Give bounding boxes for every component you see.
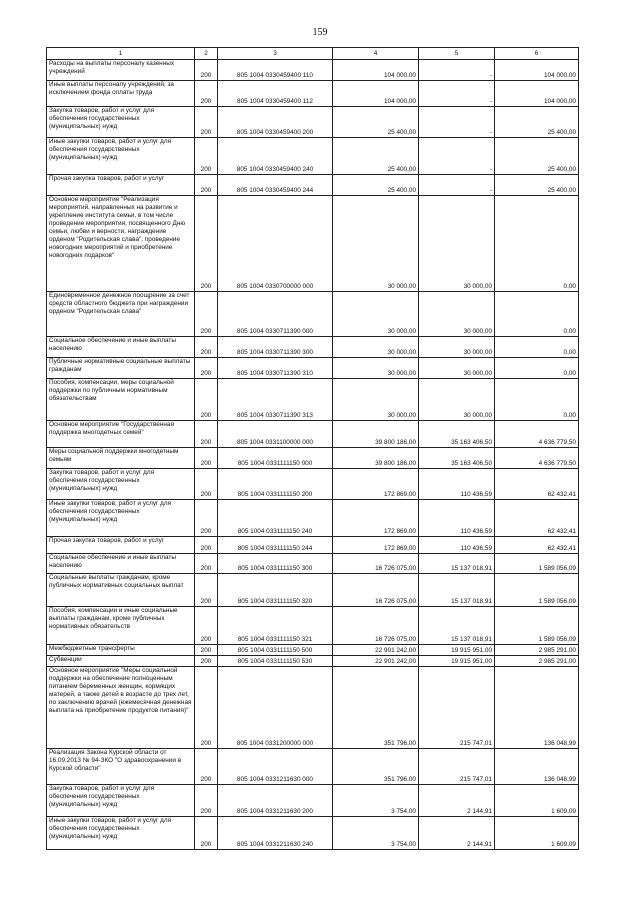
- row-value-5-cell: 15 137 018,91: [419, 607, 495, 645]
- row-col2-cell: 200: [195, 645, 218, 656]
- row-name-cell: Меры социальной поддержки многодетным семьям: [47, 448, 195, 469]
- row-value-6-cell: 1 609,09: [495, 817, 579, 850]
- budget-table: [46, 47, 579, 850]
- row-value-6-cell: 104 000,00: [495, 81, 579, 107]
- row-col2-cell: 200: [195, 358, 218, 379]
- row-value-6-cell: 0,00: [495, 196, 579, 292]
- row-name-cell: Реализация Закона Курской области от 16.09.2013 № 94-ЗКО "О здравоохранении в Курской области": [47, 749, 195, 785]
- row-col2-cell: 200: [195, 554, 218, 574]
- row-value-6-cell: 0,00: [495, 337, 579, 358]
- row-name-cell: Межбюджетные трансферты: [47, 645, 195, 656]
- row-value-6-cell: 25 400,00: [495, 107, 579, 138]
- row-name-cell: Закупка товаров, работ и услуг для обеспечения государственных (муниципальных) нужд: [47, 785, 195, 817]
- row-value-5-cell: -: [419, 81, 495, 107]
- row-value-4-cell: 25 400,00: [333, 138, 419, 175]
- table-row: [47, 60, 579, 81]
- row-code-cell: 805 1004 0330700000 000: [218, 196, 333, 292]
- table-row: [47, 607, 579, 645]
- row-col2-cell: 200: [195, 138, 218, 175]
- row-code-cell: 805 1004 0330459400 110: [218, 60, 333, 81]
- row-code-cell: 805 1004 0330711390 310: [218, 358, 333, 379]
- row-name-cell: Основное мероприятие "Реализация мероприятий, направленных на развитие и укрепление института семьи, в том числе проведение мероприятия, посвященного Дню семьи, любви и верности, награждение орденом "Родительская слава", проведение новогодних мероприятий и приобретение новогодних подарков": [47, 196, 195, 292]
- row-col2-cell: 200: [195, 607, 218, 645]
- table-row: [47, 379, 579, 421]
- row-value-6-cell: 62 432,41: [495, 500, 579, 537]
- row-value-4-cell: 25 400,00: [333, 175, 419, 196]
- row-name-cell: Социальное обеспечение и иные выплаты населению: [47, 337, 195, 358]
- row-value-4-cell: 3 754,00: [333, 817, 419, 850]
- row-value-5-cell: 30 000,00: [419, 292, 495, 337]
- row-col2-cell: 200: [195, 107, 218, 138]
- row-col2-cell: 200: [195, 656, 218, 667]
- row-value-6-cell: 25 400,00: [495, 138, 579, 175]
- header-row: [47, 48, 579, 60]
- row-value-5-cell: 215 747,01: [419, 749, 495, 785]
- column-header-4: 4: [333, 48, 419, 60]
- row-col2-cell: 200: [195, 292, 218, 337]
- table-row: [47, 785, 579, 817]
- row-code-cell: 805 1004 0330459400 112: [218, 81, 333, 107]
- row-name-cell: Закупка товаров, работ и услуг для обеспечения государственных (муниципальных) нужд: [47, 107, 195, 138]
- row-name-cell: Иные закупки товаров, работ и услуг для обеспечения государственных (муниципальных) нужд: [47, 138, 195, 175]
- row-name-cell: Публичные нормативные социальные выплаты гражданам: [47, 358, 195, 379]
- row-value-4-cell: 3 754,00: [333, 785, 419, 817]
- row-col2-cell: 200: [195, 337, 218, 358]
- row-value-6-cell: 0,00: [495, 358, 579, 379]
- row-value-6-cell: 62 432,41: [495, 537, 579, 554]
- row-name-cell: Прочая закупка товаров, работ и услуг: [47, 537, 195, 554]
- row-code-cell: 805 1004 0331111150 200: [218, 469, 333, 500]
- row-value-4-cell: 30 000,00: [333, 358, 419, 379]
- row-name-cell: Иные закупки товаров, работ и услуг для обеспечения государственных (муниципальных) нужд: [47, 500, 195, 537]
- row-value-5-cell: 30 000,00: [419, 358, 495, 379]
- row-value-4-cell: 30 000,00: [333, 337, 419, 358]
- row-value-6-cell: 2 985 291,00: [495, 656, 579, 667]
- table-row: [47, 645, 579, 656]
- row-value-5-cell: 15 137 018,91: [419, 574, 495, 607]
- row-value-4-cell: 172 869,00: [333, 469, 419, 500]
- row-value-4-cell: 22 901 242,00: [333, 645, 419, 656]
- row-name-cell: Основное мероприятие "Государственная поддержка многодетных семей": [47, 421, 195, 448]
- row-col2-cell: 200: [195, 81, 218, 107]
- row-value-6-cell: 1 589 056,09: [495, 554, 579, 574]
- row-code-cell: 805 1004 0331111150 244: [218, 537, 333, 554]
- row-col2-cell: 200: [195, 500, 218, 537]
- row-value-4-cell: 351 796,00: [333, 667, 419, 749]
- row-name-cell: Иные выплаты персоналу учреждений, за исключением фонда оплаты труда: [47, 81, 195, 107]
- column-header-1: 1: [47, 48, 195, 60]
- row-col2-cell: 200: [195, 785, 218, 817]
- row-name-cell: Социальное обеспечение и иные выплаты населению: [47, 554, 195, 574]
- row-value-4-cell: 22 901 242,00: [333, 656, 419, 667]
- table-row: [47, 138, 579, 175]
- table-row: [47, 667, 579, 749]
- row-code-cell: 805 1004 0331111150 530: [218, 656, 333, 667]
- row-value-5-cell: -: [419, 175, 495, 196]
- row-value-4-cell: 16 726 075,00: [333, 554, 419, 574]
- row-col2-cell: 200: [195, 749, 218, 785]
- row-name-cell: Основное мероприятие "Меры социальной поддержки на обеспечение полноценным питанием беременных женщин, кормящих матерей, а также детей в возрасте до трех лет, по заключению врачей (ежемесячная денежная выплата на приобретение продуктов питания)": [47, 667, 195, 749]
- table-row: [47, 817, 579, 850]
- row-code-cell: 805 1004 0331111150 000: [218, 448, 333, 469]
- row-value-4-cell: 30 000,00: [333, 196, 419, 292]
- row-code-cell: 805 1004 0330459400 200: [218, 107, 333, 138]
- column-header-6: 6: [495, 48, 579, 60]
- row-value-6-cell: 104 000,00: [495, 60, 579, 81]
- row-value-4-cell: 16 726 075,00: [333, 574, 419, 607]
- row-code-cell: 805 1004 0330711390 300: [218, 337, 333, 358]
- row-value-5-cell: 30 000,00: [419, 379, 495, 421]
- row-code-cell: 805 1004 0331111150 240: [218, 500, 333, 537]
- row-code-cell: 805 1004 0331111150 500: [218, 645, 333, 656]
- row-name-cell: Иные закупки товаров, работ и услуг для обеспечения государственных (муниципальных) нужд: [47, 817, 195, 850]
- row-col2-cell: 200: [195, 175, 218, 196]
- row-code-cell: 805 1004 0331211630 200: [218, 785, 333, 817]
- row-name-cell: Закупка товаров, работ и услуг для обеспечения государственных (муниципальных) нужд: [47, 469, 195, 500]
- row-value-5-cell: 110 436,59: [419, 537, 495, 554]
- row-col2-cell: 200: [195, 196, 218, 292]
- table-row: [47, 469, 579, 500]
- row-code-cell: 805 1004 0331200000 000: [218, 667, 333, 749]
- table-row: [47, 554, 579, 574]
- row-value-6-cell: 2 985 291,00: [495, 645, 579, 656]
- table-row: [47, 421, 579, 448]
- row-code-cell: 805 1004 0331211630 000: [218, 749, 333, 785]
- table-row: [47, 500, 579, 537]
- column-header-3: 3: [218, 48, 333, 60]
- table-row: [47, 537, 579, 554]
- row-col2-cell: 200: [195, 667, 218, 749]
- row-code-cell: 805 1004 0330459400 244: [218, 175, 333, 196]
- row-col2-cell: 200: [195, 448, 218, 469]
- row-code-cell: 805 1004 0331100000 000: [218, 421, 333, 448]
- table-row: [47, 107, 579, 138]
- row-value-6-cell: 25 400,00: [495, 175, 579, 196]
- row-code-cell: 805 1004 0331111150 321: [218, 607, 333, 645]
- row-value-4-cell: 104 000,00: [333, 81, 419, 107]
- row-value-6-cell: 62 432,41: [495, 469, 579, 500]
- row-code-cell: 805 1004 0330711390 000: [218, 292, 333, 337]
- table-row: [47, 448, 579, 469]
- page-number: 159: [312, 27, 328, 38]
- row-name-cell: Субвенции: [47, 656, 195, 667]
- row-value-5-cell: 35 163 406,50: [419, 448, 495, 469]
- row-value-6-cell: 136 048,99: [495, 667, 579, 749]
- table-row: [47, 292, 579, 337]
- row-value-5-cell: 110 436,59: [419, 500, 495, 537]
- row-value-5-cell: 19 915 951,00: [419, 645, 495, 656]
- row-value-6-cell: 136 048,99: [495, 749, 579, 785]
- row-value-5-cell: 15 137 018,91: [419, 554, 495, 574]
- row-col2-cell: 200: [195, 469, 218, 500]
- row-value-5-cell: 30 000,00: [419, 196, 495, 292]
- row-value-5-cell: 35 163 406,50: [419, 421, 495, 448]
- row-col2-cell: 200: [195, 421, 218, 448]
- row-code-cell: 805 1004 0330459400 240: [218, 138, 333, 175]
- row-name-cell: Прочая закупка товаров, работ и услуг: [47, 175, 195, 196]
- row-value-6-cell: 1 609,09: [495, 785, 579, 817]
- row-value-4-cell: 30 000,00: [333, 292, 419, 337]
- row-value-6-cell: 1 589 056,09: [495, 574, 579, 607]
- row-value-5-cell: -: [419, 107, 495, 138]
- row-value-6-cell: 0,00: [495, 379, 579, 421]
- row-col2-cell: 200: [195, 537, 218, 554]
- row-value-4-cell: 172 869,00: [333, 500, 419, 537]
- row-value-4-cell: 39 800 186,00: [333, 448, 419, 469]
- row-value-4-cell: 104 000,00: [333, 60, 419, 81]
- row-name-cell: Расходы на выплаты персоналу казенных учреждений: [47, 60, 195, 81]
- row-value-5-cell: 215 747,01: [419, 667, 495, 749]
- table-row: [47, 81, 579, 107]
- row-code-cell: 805 1004 0331111150 320: [218, 574, 333, 607]
- row-name-cell: Пособия, компенсации и иные социальные выплаты гражданам, кроме публичных нормативных обязательств: [47, 607, 195, 645]
- row-col2-cell: 200: [195, 60, 218, 81]
- table-row: [47, 175, 579, 196]
- row-code-cell: 805 1004 0331111150 300: [218, 554, 333, 574]
- row-value-5-cell: 30 000,00: [419, 337, 495, 358]
- column-header-2: 2: [195, 48, 218, 60]
- row-value-4-cell: 30 000,00: [333, 379, 419, 421]
- row-value-4-cell: 172 869,00: [333, 537, 419, 554]
- row-value-5-cell: 2 144,91: [419, 817, 495, 850]
- row-value-4-cell: 351 796,00: [333, 749, 419, 785]
- table-row: [47, 337, 579, 358]
- row-value-4-cell: 39 800 186,00: [333, 421, 419, 448]
- row-value-5-cell: -: [419, 138, 495, 175]
- row-value-5-cell: -: [419, 60, 495, 81]
- row-value-6-cell: 4 636 779,50: [495, 421, 579, 448]
- row-name-cell: Пособия, компенсации, меры социальной поддержки по публичным нормативным обязательствам: [47, 379, 195, 421]
- column-header-5: 5: [419, 48, 495, 60]
- table-row: [47, 749, 579, 785]
- row-name-cell: Единовременное денежное поощрение за счет средств областного бюджета при награждении орденом "Родительская слава": [47, 292, 195, 337]
- row-col2-cell: 200: [195, 817, 218, 850]
- row-code-cell: 805 1004 0331211630 240: [218, 817, 333, 850]
- row-value-5-cell: 19 915 951,00: [419, 656, 495, 667]
- row-value-6-cell: 1 589 056,09: [495, 607, 579, 645]
- table-row: [47, 358, 579, 379]
- row-col2-cell: 200: [195, 574, 218, 607]
- row-value-5-cell: 2 144,91: [419, 785, 495, 817]
- row-value-5-cell: 110 436,59: [419, 469, 495, 500]
- table-body: [47, 60, 579, 850]
- table-row: [47, 574, 579, 607]
- row-col2-cell: 200: [195, 379, 218, 421]
- row-name-cell: Социальные выплаты гражданам, кроме публичных нормативных социальных выплат: [47, 574, 195, 607]
- table-row: [47, 656, 579, 667]
- row-value-4-cell: 25 400,00: [333, 107, 419, 138]
- row-value-6-cell: 0,00: [495, 292, 579, 337]
- table-row: [47, 196, 579, 292]
- row-value-6-cell: 4 636 779,50: [495, 448, 579, 469]
- row-value-4-cell: 16 726 075,00: [333, 607, 419, 645]
- row-code-cell: 805 1004 0330711390 313: [218, 379, 333, 421]
